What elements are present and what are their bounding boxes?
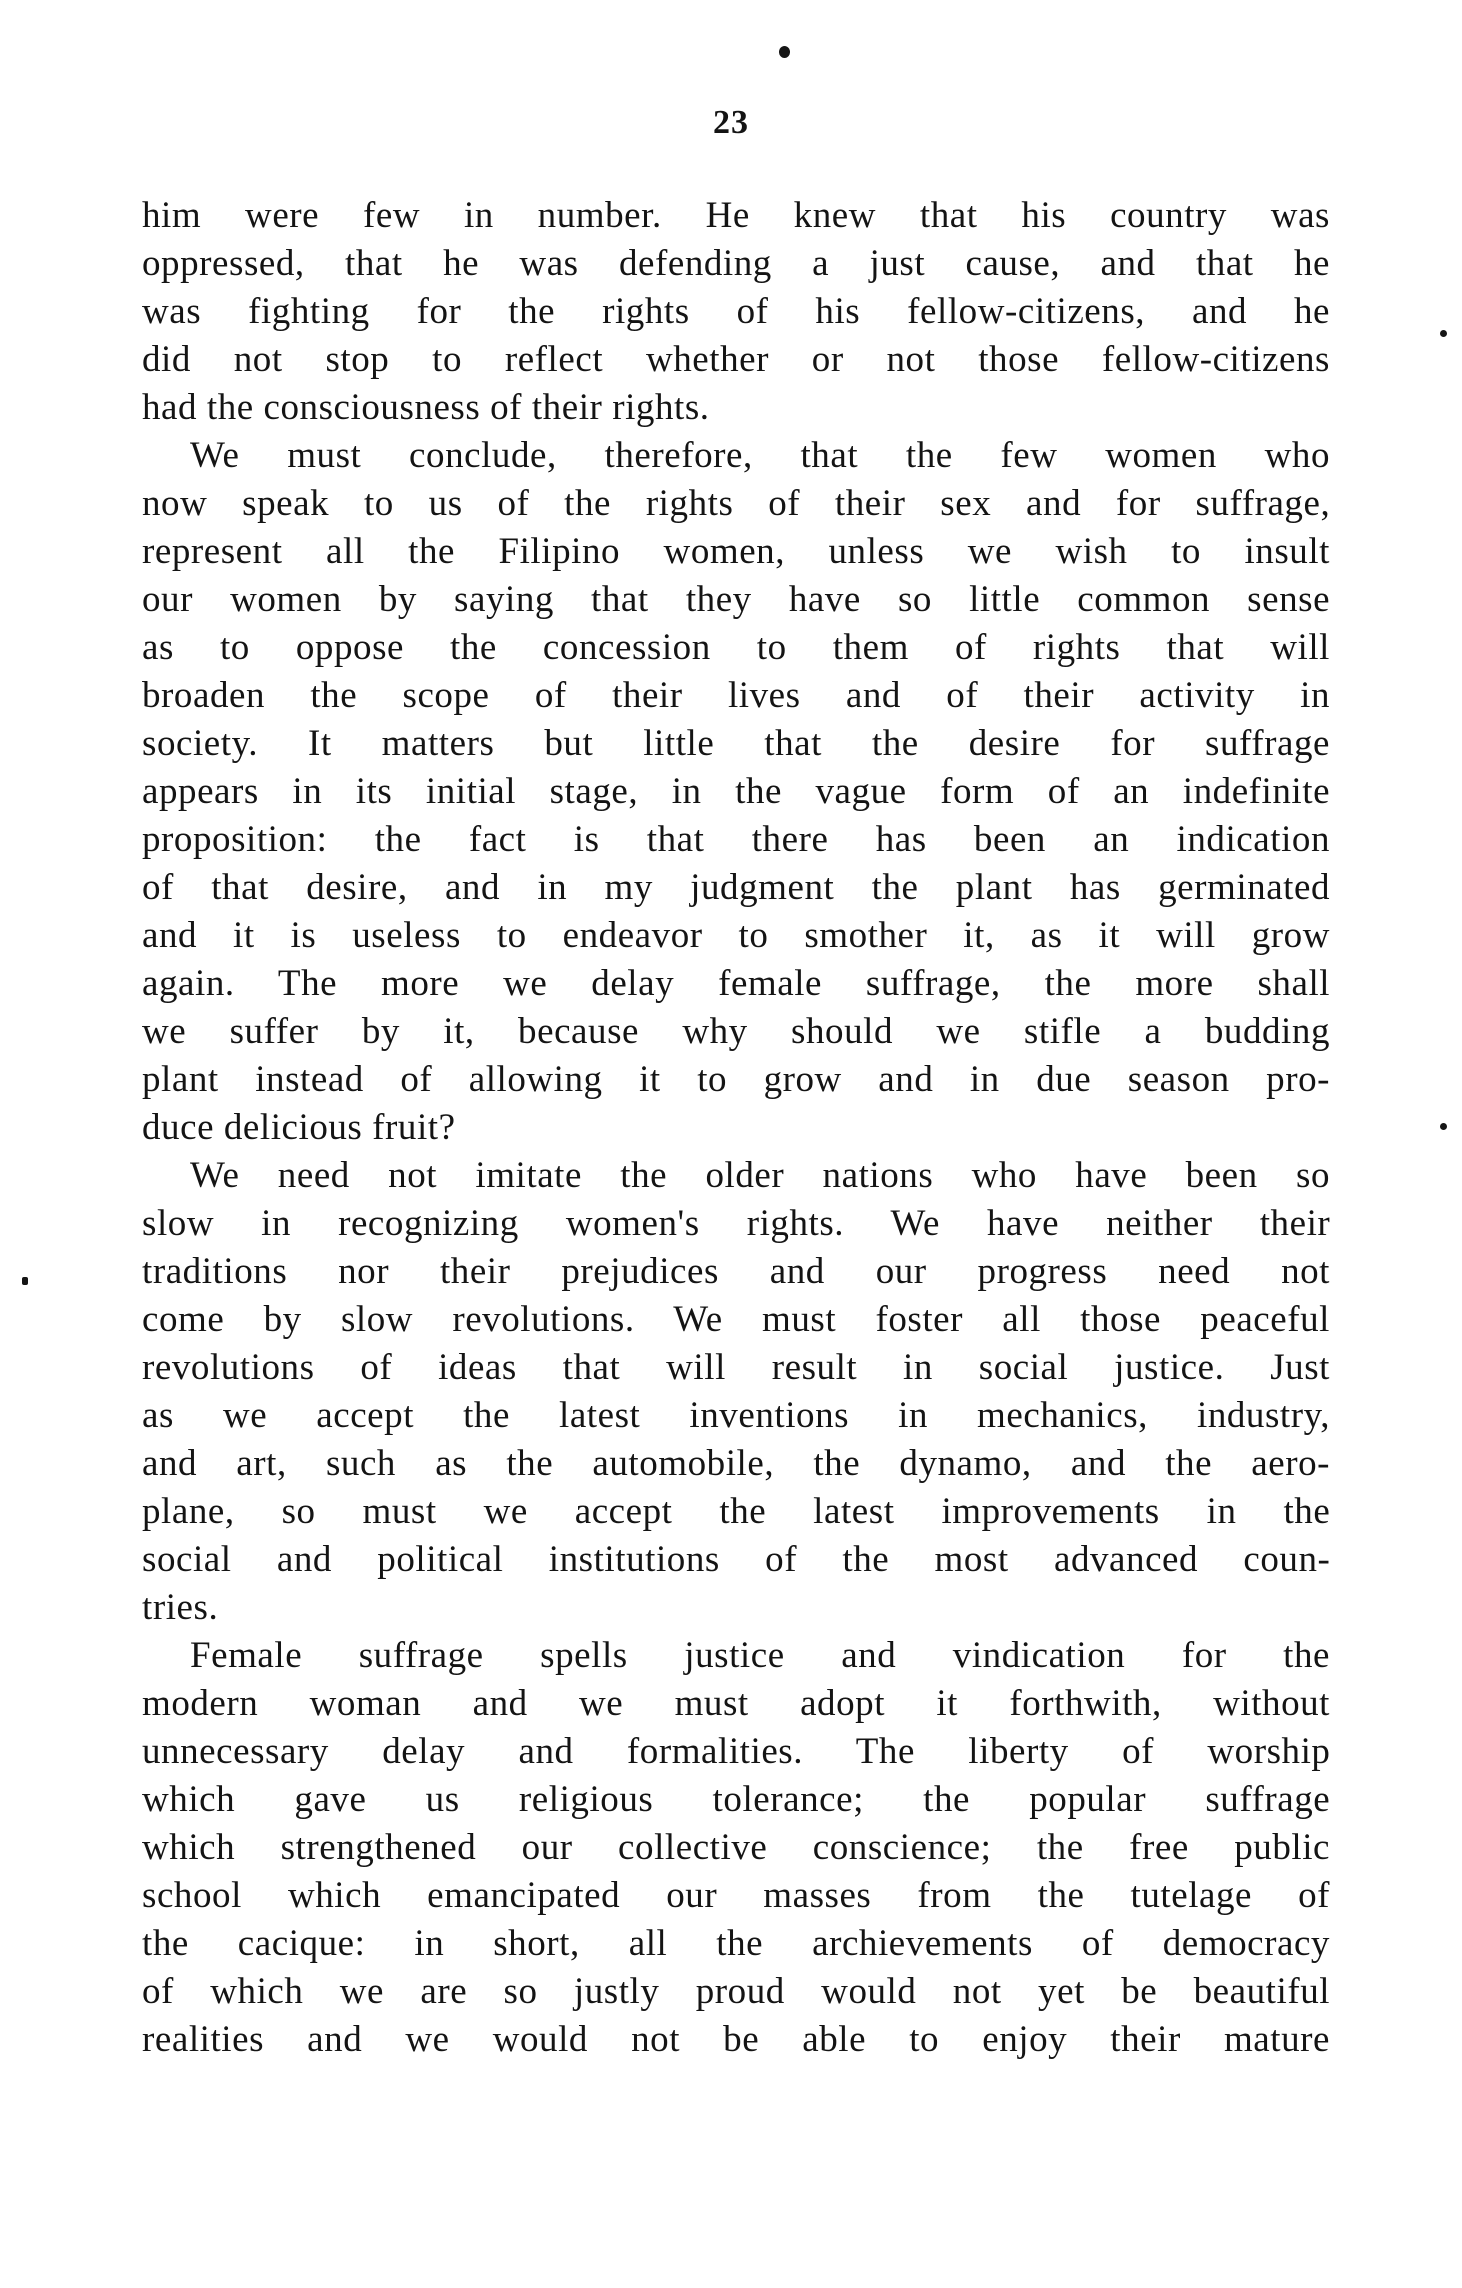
text-line: modern woman and we must adopt it forthwith, without — [142, 1683, 1330, 1724]
paragraph-1 — [142, 192, 1330, 432]
text-line: appears in its initial stage, in the vague form of an indefinite — [142, 771, 1331, 812]
text-line: which gave us religious tolerance; the popular suffrage — [142, 1779, 1331, 1820]
text-line: as to oppose the concession to them of rights that will — [142, 627, 1330, 668]
text-line: plant instead of allowing it to grow and in due season pro- — [142, 1059, 1330, 1100]
text-line: come by slow revolutions. We must foster all those peaceful — [142, 1299, 1330, 1340]
text-line: unnecessary delay and formalities. The liberty of worship — [142, 1731, 1331, 1772]
text-line: as we accept the latest inventions in mechanics, industry, — [142, 1395, 1331, 1436]
ink-speck — [1440, 1123, 1447, 1130]
ink-speck — [1440, 330, 1447, 337]
text-line: society. It matters but little that the desire for suffrage — [142, 723, 1330, 764]
text-line: had the consciousness of their rights. — [142, 387, 710, 428]
text-line: our women by saying that they have so little common sense — [142, 579, 1331, 620]
text-line: Female suffrage spells justice and vindication for the — [190, 1635, 1330, 1676]
text-line: oppressed, that he was defending a just cause, and that he — [142, 243, 1330, 284]
text-line: of that desire, and in my judgment the plant has germinated — [142, 867, 1331, 908]
text-line: and it is useless to endeavor to smother it, as it will grow — [142, 915, 1330, 956]
text-line: We need not imitate the older nations who have been so — [190, 1155, 1330, 1196]
text-line: realities and we would not be able to enjoy their mature — [142, 2019, 1330, 2060]
page-number: 23 — [713, 104, 749, 141]
text-line: plane, so must we accept the latest improvements in the — [142, 1491, 1331, 1532]
text-line: and art, such as the automobile, the dynamo, and the aero- — [142, 1443, 1330, 1484]
text-line: again. The more we delay female suffrage, the more shall — [142, 963, 1331, 1004]
text-line: of which we are so justly proud would not yet be beautiful — [142, 1971, 1331, 2012]
text-line: him were few in number. He knew that his country was — [142, 195, 1330, 236]
body-text — [142, 192, 1330, 2064]
text-line: represent all the Filipino women, unless we wish to insult — [142, 531, 1330, 572]
text-line: school which emancipated our masses from the tutelage of — [142, 1875, 1330, 1916]
ink-speck — [779, 46, 790, 58]
ink-speck — [22, 1277, 28, 1285]
text-line: broaden the scope of their lives and of their activity in — [142, 675, 1330, 716]
text-line: now speak to us of the rights of their sex and for suffrage, — [142, 483, 1331, 524]
text-line: slow in recognizing women's rights. We have neither their — [142, 1203, 1331, 1244]
text-line: did not stop to reflect whether or not those fellow-citizens — [142, 339, 1330, 380]
paragraph-4 — [142, 1632, 1330, 2064]
text-line: we suffer by it, because why should we stifle a budding — [142, 1011, 1330, 1052]
text-line: proposition: the fact is that there has been an indication — [142, 819, 1330, 860]
text-line: We must conclude, therefore, that the few women who — [190, 435, 1330, 476]
text-line: revolutions of ideas that will result in social justice. Just — [142, 1347, 1330, 1388]
text-line: duce delicious fruit? — [142, 1107, 456, 1148]
text-line: social and political institutions of the most advanced coun- — [142, 1539, 1331, 1580]
paragraph-2 — [142, 432, 1330, 1152]
text-line: the cacique: in short, all the archievements of democracy — [142, 1923, 1330, 1964]
text-line: traditions nor their prejudices and our progress need not — [142, 1251, 1330, 1292]
text-line: was fighting for the rights of his fellow-citizens, and he — [142, 291, 1330, 332]
text-line: which strengthened our collective conscience; the free public — [142, 1827, 1330, 1868]
paragraph-3 — [142, 1152, 1330, 1632]
text-line: tries. — [142, 1587, 219, 1628]
